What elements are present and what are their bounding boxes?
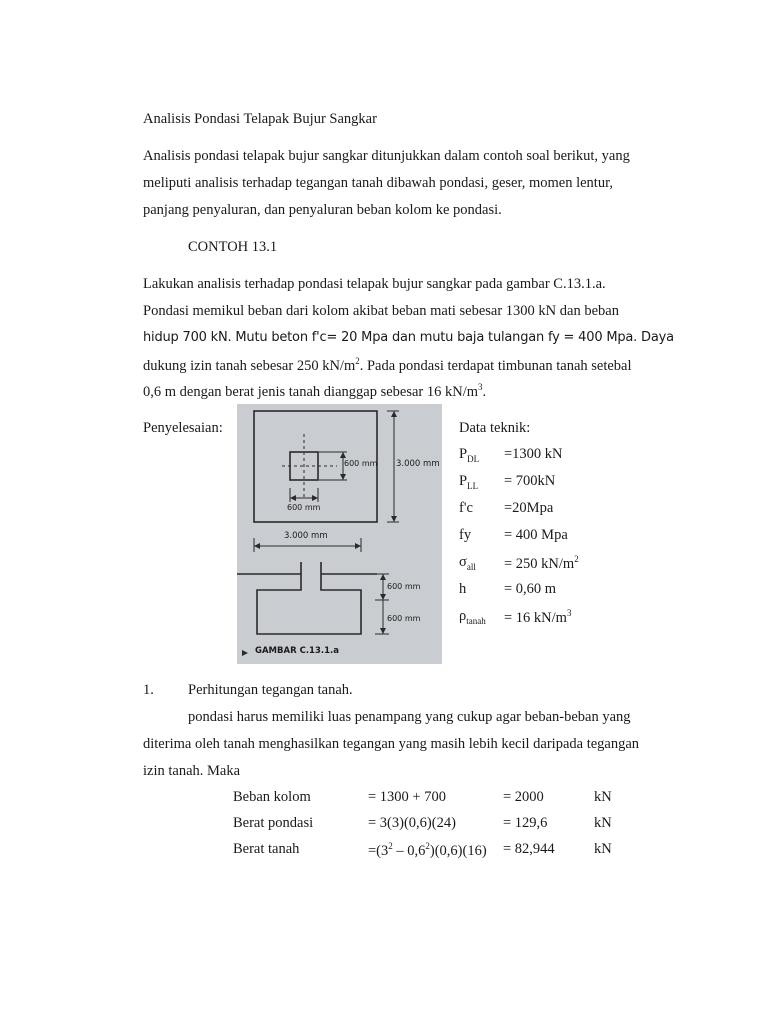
step-number: 1. bbox=[143, 682, 154, 698]
tech-symbol-main: σ bbox=[459, 554, 467, 570]
tech-value-sup: 2 bbox=[574, 554, 579, 564]
tech-symbol-main: f'c bbox=[459, 500, 473, 516]
calc-unit-1: kN bbox=[594, 789, 612, 805]
intro-line-3: panjang penyaluran, dan penyaluran beban kolom ke pondasi. bbox=[143, 202, 502, 218]
tech-value bbox=[504, 446, 563, 463]
dim-label-footing-thickness: 600 mm bbox=[387, 614, 421, 623]
calc-formula-3-sup2: 2 bbox=[425, 841, 430, 851]
calc-result-2: = 129,6 bbox=[503, 815, 548, 831]
tech-value bbox=[504, 500, 553, 517]
foundation-drawing bbox=[237, 404, 442, 664]
figure-caption: GAMBAR C.13.1.a bbox=[255, 646, 339, 656]
problem-line-1: Lakukan analisis terhadap pondasi telapak bujur sangkar pada gambar C.13.1.a. bbox=[143, 276, 606, 292]
problem-line-4-b: . Pada pondasi terdapat timbunan tanah setebal bbox=[359, 357, 632, 374]
tech-symbol-sub: DL bbox=[467, 453, 480, 464]
dim-label-column-height: 600 mm bbox=[344, 459, 378, 468]
calc-label-1: Beban kolom bbox=[233, 789, 311, 805]
calc-unit-3: kN bbox=[594, 841, 612, 857]
problem-line-5-a: 0,6 m dengan berat jenis tanah dianggap sebesar 16 kN/m bbox=[143, 383, 479, 400]
dim-label-overall-width: 3.000 mm bbox=[284, 531, 328, 541]
tech-value bbox=[504, 473, 555, 490]
intro-line-2: meliputi analisis terhadap tegangan tanah dibawah pondasi, geser, momen lentur, bbox=[143, 175, 613, 191]
tech-symbol bbox=[459, 581, 466, 598]
step-para-2: diterima oleh tanah menghasilkan tegangan yang masih lebih kecil daripada tegangan bbox=[143, 736, 640, 752]
tech-value bbox=[504, 581, 556, 598]
page-title: Analisis Pondasi Telapak Bujur Sangkar bbox=[143, 111, 377, 127]
tech-value bbox=[504, 527, 568, 544]
calc-formula-3-sup1: 2 bbox=[388, 841, 393, 851]
tech-symbol-main: P bbox=[459, 473, 468, 489]
problem-line-3: hidup 700 kN. Mutu beton f'c= 20 Mpa dan mutu baja tulangan fy = 400 Mpa. Daya bbox=[143, 330, 674, 345]
tech-value-main: =1300 kN bbox=[504, 446, 563, 462]
calc-result-3: = 82,944 bbox=[503, 841, 555, 857]
problem-line-5-sup: 3 bbox=[478, 382, 483, 392]
tech-value-main: = 250 kN/m bbox=[504, 555, 575, 572]
tech-symbol bbox=[459, 500, 473, 517]
tech-symbol bbox=[459, 554, 476, 572]
intro-line-1: Analisis pondasi telapak bujur sangkar ditunjukkan dalam contoh soal berikut, yang bbox=[143, 148, 630, 164]
problem-line-5 bbox=[143, 382, 486, 401]
step-heading: Perhitungan tegangan tanah. bbox=[188, 682, 353, 698]
tech-value-sup: 3 bbox=[566, 608, 572, 618]
tech-value-main: = 400 Mpa bbox=[504, 527, 568, 543]
solution-label: Penyelesaian: bbox=[143, 420, 223, 436]
problem-line-4-sup: 2 bbox=[355, 356, 360, 366]
tech-value-main: =20Mpa bbox=[504, 500, 554, 516]
step-para-3: izin tanah. Maka bbox=[143, 763, 241, 779]
tech-value bbox=[504, 554, 579, 573]
tech-symbol-main: ρ bbox=[459, 608, 467, 624]
calc-result-1: = 2000 bbox=[503, 789, 544, 805]
tech-symbol-main: h bbox=[459, 581, 467, 597]
caption-arrow-icon bbox=[242, 650, 248, 656]
problem-line-5-b: . bbox=[482, 383, 487, 400]
calc-label-2: Berat pondasi bbox=[233, 815, 314, 831]
problem-line-4-a: dukung izin tanah sebesar 250 kN/m bbox=[143, 357, 356, 374]
problem-line-2: Pondasi memikul beban dari kolom akibat beban mati sebesar 1300 kN dan beban bbox=[143, 303, 619, 319]
calc-formula-1: = 1300 + 700 bbox=[368, 789, 446, 805]
dim-label-overall-height: 3.000 mm bbox=[396, 459, 440, 469]
tech-symbol bbox=[459, 527, 471, 544]
calc-label-3: Berat tanah bbox=[233, 841, 300, 857]
tech-symbol bbox=[459, 473, 478, 491]
example-heading: CONTOH 13.1 bbox=[188, 239, 278, 255]
tech-value-main: = 16 kN/m bbox=[504, 609, 567, 626]
tech-symbol-sub: tanah bbox=[466, 615, 486, 626]
calc-unit-2: kN bbox=[594, 815, 612, 831]
calc-formula-3-c: )(0,6)(16) bbox=[429, 842, 487, 859]
tech-value-main: = 0,60 m bbox=[504, 581, 557, 597]
calc-formula-2: = 3(3)(0,6)(24) bbox=[368, 815, 456, 831]
foundation-figure bbox=[237, 404, 442, 664]
dim-label-fill-depth: 600 mm bbox=[387, 582, 421, 591]
tech-symbol bbox=[459, 608, 486, 626]
section-outline bbox=[257, 562, 361, 634]
tech-value bbox=[504, 608, 571, 627]
calc-formula-3 bbox=[368, 841, 487, 860]
step-para-1: pondasi harus memiliki luas penampang yang cukup agar beban-beban yang bbox=[188, 709, 631, 725]
tech-symbol-sub: all bbox=[466, 561, 476, 572]
tech-heading: Data teknik: bbox=[459, 420, 531, 436]
tech-symbol-sub: LL bbox=[467, 480, 479, 491]
calc-formula-3-b: – 0,6 bbox=[392, 842, 426, 859]
tech-symbol-main: fy bbox=[459, 527, 472, 543]
tech-value-main: = 700kN bbox=[504, 473, 556, 489]
calc-formula-3-a: =(3 bbox=[368, 842, 389, 859]
tech-symbol-main: P bbox=[459, 446, 468, 462]
tech-symbol bbox=[459, 446, 479, 464]
problem-line-4 bbox=[143, 356, 632, 375]
dim-label-column-width: 600 mm bbox=[287, 503, 321, 512]
